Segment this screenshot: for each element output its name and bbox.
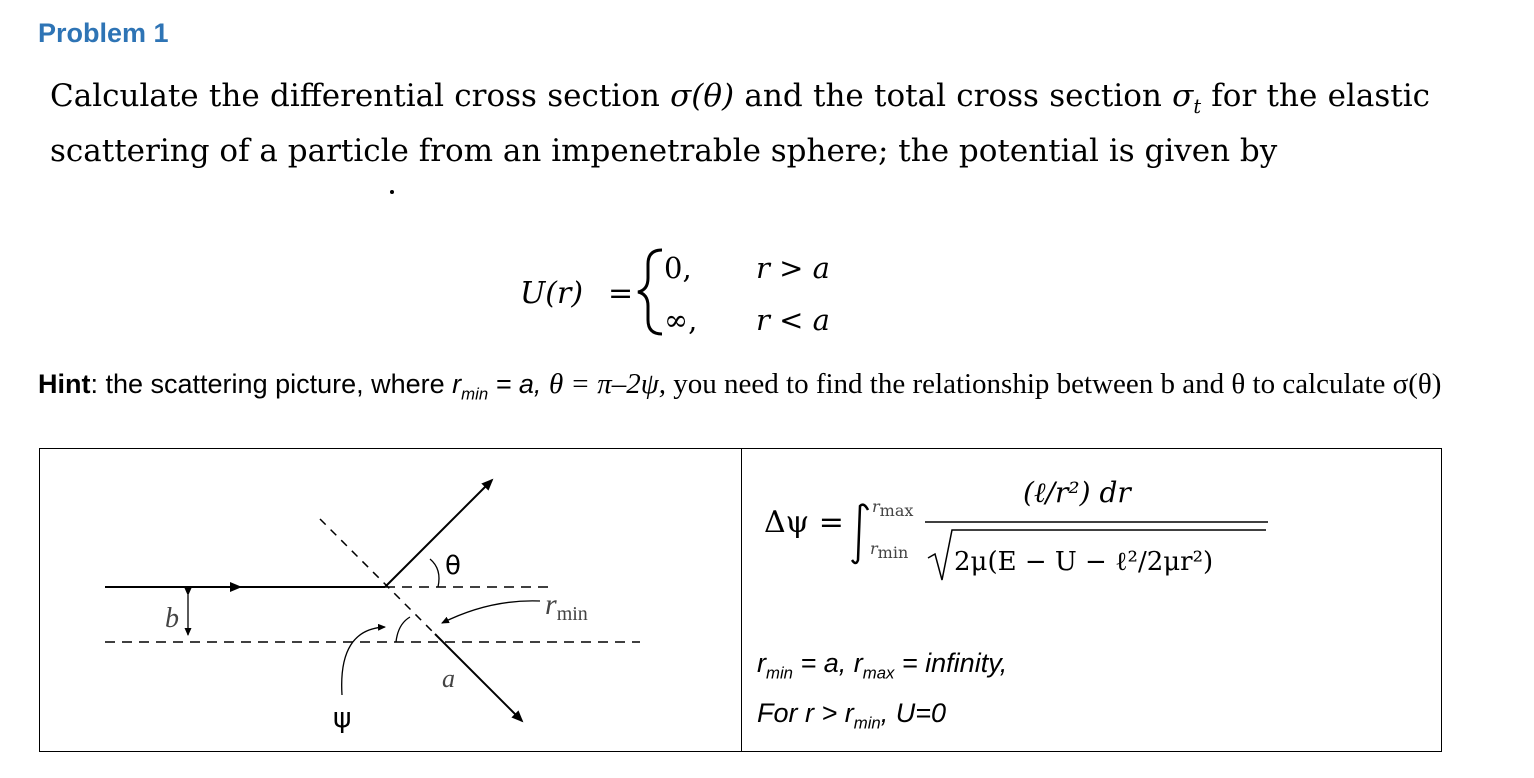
notes-line-2: For $r > r_{min}$, U=0 — [757, 698, 947, 733]
table-divider — [741, 448, 742, 752]
scattering-diagram — [40, 449, 740, 751]
psi-arc — [396, 617, 410, 642]
theta-relation: θ = π–2ψ, — [548, 368, 667, 400]
rmin-pointer — [442, 601, 540, 623]
label-a: a — [442, 664, 455, 693]
case1-value: 0, — [664, 251, 692, 285]
problem-statement — [50, 74, 1430, 174]
problem-title: Problem 1 — [38, 18, 169, 48]
integral-formula — [760, 460, 1280, 610]
hint-rmin: $r_{min}$ — [452, 369, 489, 404]
hint-label: Hint — [38, 369, 91, 399]
label-b: b — [165, 603, 179, 634]
label-psi: ψ — [333, 701, 352, 734]
hint-text-1: : the scattering picture, where — [90, 369, 453, 399]
integral-sign — [852, 505, 868, 563]
problem-text-3: for the elastic scattering of a particle from an impenetrable sphere; the potential is given by — [50, 78, 1430, 170]
potential-equation — [520, 238, 880, 338]
sigma-t-symbol: $\sigma_t$ — [1172, 78, 1202, 119]
notes — [757, 643, 1007, 744]
lower-limit: rmin — [870, 539, 909, 562]
equation-equals: = — [608, 276, 634, 311]
case1-condition: r > a — [756, 251, 830, 285]
integral-numerator: (ℓ/r²) dr — [1023, 476, 1131, 509]
upper-limit: rmax — [872, 497, 914, 520]
left-brace — [638, 250, 662, 334]
sigma-theta-symbol: σ(θ) — [670, 78, 735, 114]
case2-condition: r < a — [756, 303, 830, 337]
integral-denominator: 2μ(E − U − ℓ²/2μr²) — [954, 547, 1214, 577]
problem-text-1: Calculate the differential cross section — [50, 78, 671, 114]
notes-line-1: $r_{min} = a$, $r_{max}$ = infinity, — [757, 648, 1008, 683]
problem-text-2: and the total cross section — [734, 78, 1173, 114]
label-rmin: $r_{min}$ — [545, 588, 588, 625]
stray-dot — [390, 190, 394, 194]
theta-arc — [430, 559, 439, 587]
case2-value: ∞, — [664, 303, 698, 337]
integral-lhs: Δψ = — [764, 505, 844, 540]
hint-text-3: you need to find the relationship between b and θ to calculate σ(θ) — [666, 368, 1442, 400]
normal-line — [320, 519, 435, 634]
hint-paragraph — [38, 362, 1478, 416]
hint-text-2: = a, — [488, 369, 549, 399]
equation-lhs: U(r) — [520, 276, 584, 311]
label-theta: θ — [445, 551, 461, 581]
psi-pointer — [342, 627, 385, 695]
